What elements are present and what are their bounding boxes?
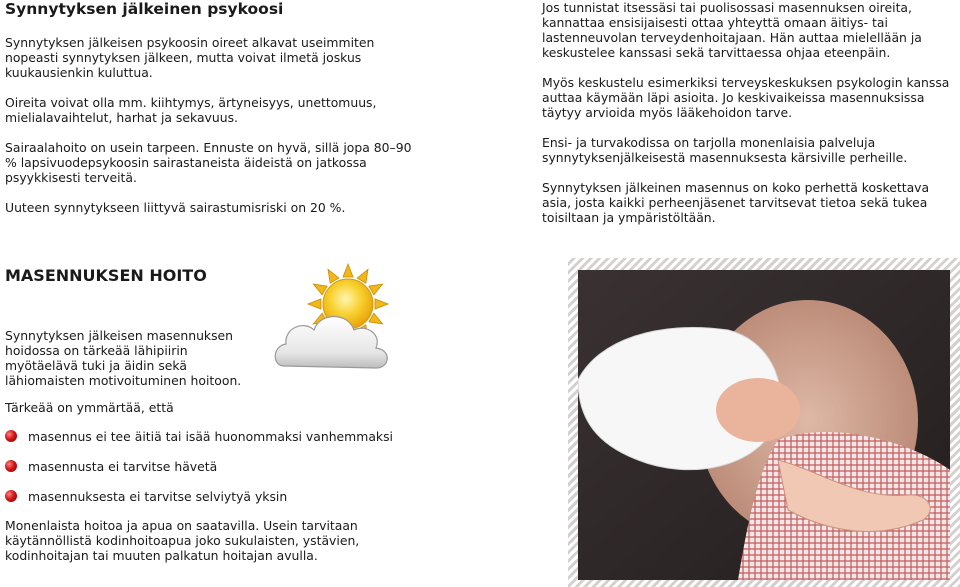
list-item: [5, 459, 430, 474]
paragraph: Synnytyksen jälkeisen masennuksen hoidossa on tärkeää lähipiirin myötäelävä tuki ja äidin sekä lähiomaisten motivoituminen hoitoon.: [5, 328, 242, 388]
paragraph: Sairaalahoito on usein tarpeen. Ennuste on hyvä, sillä jopa 80–90 % lapsivuodepsykoosin sairastaneista äideistä on jatkossa psyykkisesti terveitä.: [5, 140, 412, 185]
psychosis-section: [5, 0, 425, 215]
paragraph: Monenlaista hoitoa ja apua on saatavilla. Usein tarvitaan käytännöllistä kodinhoitoapua joko sukulaisten, ystävien, kodinhoitajan tai muuten palkatun hoitajan avulla.: [5, 518, 360, 563]
help-section: [542, 0, 960, 225]
bullet-icon: [5, 430, 17, 442]
list-item-text: masennus ei tee äitiä tai isää huonommaksi vanhemmaksi: [28, 429, 393, 444]
list-item-text: masennusta ei tarvitse hävetä: [28, 459, 218, 474]
paragraph: Jos tunnistat itsessäsi tai puolisossasi masennuksen oireita, kannattaa ensisijaisesti ottaa yhteyttä omaan äitiys- tai lastenneuvolan terveydenhoitajaan. Hän auttaa mielellään ja keskustelee kanssasi sekä tarvittaessa ohjaa eteenpäin.: [542, 0, 922, 60]
paragraph: Synnytyksen jälkeisen psykoosin oireet alkavat useimmiten nopeasti synnytyksen jälkeen, mutta voivat ilmetä joskus kuukausienkin kuluttua.: [5, 35, 375, 80]
sun-behind-cloud-icon: [270, 262, 402, 380]
mother-breastfeeding-baby-photo: [568, 258, 960, 587]
list-item: [5, 489, 430, 504]
paragraph: Synnytyksen jälkeinen masennus on koko perhettä koskettava asia, josta kaikki perheenjäsenet tarvitsevat tietoa sekä tukea toisiltaan ja ympäristöltään.: [542, 180, 930, 225]
paragraph: Myös keskustelu esimerkiksi terveyskeskuksen psykologin kanssa auttaa käymään läpi asioita. Jo keskivaikeissa masennuksissa täytyy arvioida myös lääkehoidon tarve.: [542, 75, 950, 120]
bullet-list: [5, 429, 430, 504]
paragraph: Oireita voivat olla mm. kiihtymys, ärtyneisyys, unettomuus, mielialavaihtelut, harhat ja sekavuus.: [5, 95, 377, 125]
list-item: [5, 429, 430, 444]
section-title: Synnytyksen jälkeinen psykoosi: [5, 0, 284, 18]
paragraph: Uuteen synnytykseen liittyvä sairastumisriski on 20 %.: [5, 200, 346, 215]
list-item-text: masennuksesta ei tarvitse selviytyä yksin: [28, 489, 288, 504]
section-title: MASENNUKSEN HOITO: [5, 266, 207, 285]
bullet-icon: [5, 490, 17, 502]
bullet-icon: [5, 460, 17, 472]
paragraph: Ensi- ja turvakodissa on tarjolla monenlaisia palveluja synnytyksenjälkeisestä masennuksesta kärsiville perheille.: [542, 135, 908, 165]
paragraph: Tärkeää on ymmärtää, että: [5, 400, 174, 415]
